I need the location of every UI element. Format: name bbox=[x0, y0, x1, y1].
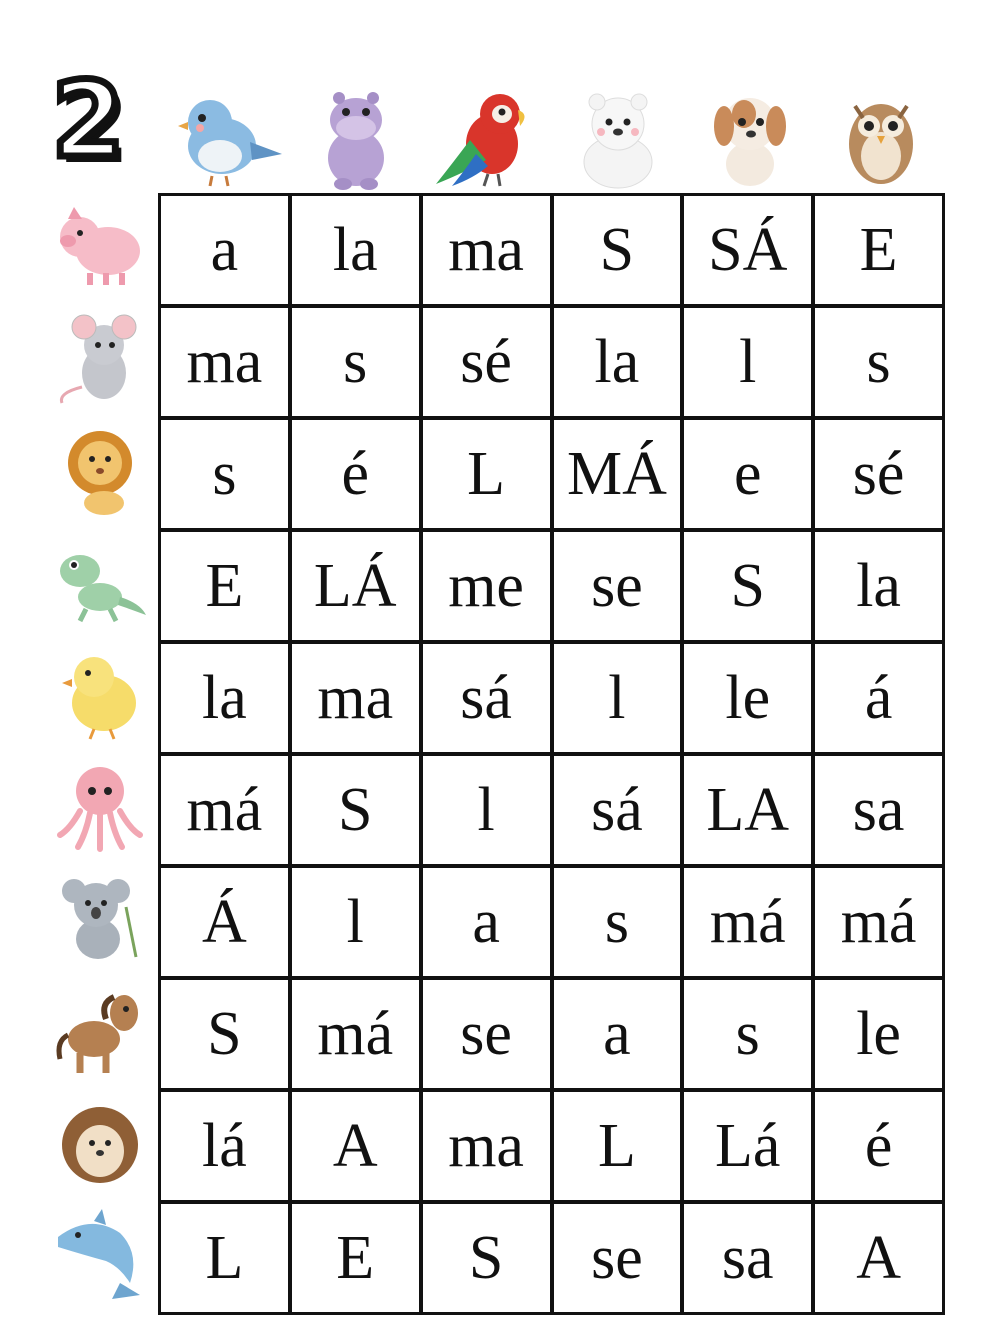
grid-cell: S bbox=[423, 1204, 550, 1312]
grid-cell: sé bbox=[815, 420, 942, 528]
grid-cell: s bbox=[554, 868, 681, 976]
column-animal-header bbox=[160, 84, 945, 192]
grid-cell: sá bbox=[554, 756, 681, 864]
grid-cell: Á bbox=[161, 868, 288, 976]
koala-icon bbox=[50, 867, 150, 967]
grid-cell: le bbox=[815, 980, 942, 1088]
grid-cell: s bbox=[684, 980, 811, 1088]
grid-cell: sa bbox=[684, 1204, 811, 1312]
owl-icon bbox=[815, 84, 945, 192]
grid-cell: má bbox=[292, 980, 419, 1088]
grid-cell: S bbox=[684, 532, 811, 640]
grid-cell: má bbox=[161, 756, 288, 864]
grid-cell: sá bbox=[423, 644, 550, 752]
grid-cell: la bbox=[292, 196, 419, 304]
grid-cell: e bbox=[684, 420, 811, 528]
hedgehog-icon bbox=[50, 1091, 150, 1191]
grid-cell: a bbox=[161, 196, 288, 304]
pig-icon bbox=[50, 195, 150, 295]
grid-cell: E bbox=[161, 532, 288, 640]
grid-cell: má bbox=[815, 868, 942, 976]
grid-cell: s bbox=[292, 308, 419, 416]
chick-icon bbox=[50, 643, 150, 743]
octopus-icon bbox=[50, 755, 150, 855]
grid-cell: se bbox=[554, 532, 681, 640]
grid-cell: S bbox=[161, 980, 288, 1088]
grid-cell: SÁ bbox=[684, 196, 811, 304]
grid-cell: la bbox=[815, 532, 942, 640]
grid-cell: l bbox=[684, 308, 811, 416]
parrot-icon bbox=[422, 84, 552, 192]
grid-cell: l bbox=[554, 644, 681, 752]
puppy-icon bbox=[684, 84, 814, 192]
grid-cell: se bbox=[423, 980, 550, 1088]
hippo-icon bbox=[291, 84, 421, 192]
grid-cell: l bbox=[292, 868, 419, 976]
syllable-grid bbox=[158, 193, 945, 1315]
grid-cell: se bbox=[554, 1204, 681, 1312]
grid-cell: LA bbox=[684, 756, 811, 864]
horse-icon bbox=[50, 979, 150, 1079]
grid-cell: S bbox=[554, 196, 681, 304]
grid-cell: ma bbox=[161, 308, 288, 416]
grid-cell: á bbox=[815, 644, 942, 752]
grid-cell: é bbox=[292, 420, 419, 528]
grid-cell: MÁ bbox=[554, 420, 681, 528]
grid-cell: má bbox=[684, 868, 811, 976]
lion-icon bbox=[50, 419, 150, 519]
grid-cell: la bbox=[554, 308, 681, 416]
grid-cell: S bbox=[292, 756, 419, 864]
grid-cell: s bbox=[815, 308, 942, 416]
grid-cell: LÁ bbox=[292, 532, 419, 640]
grid-cell: me bbox=[423, 532, 550, 640]
grid-cell: E bbox=[292, 1204, 419, 1312]
grid-cell: L bbox=[554, 1092, 681, 1200]
grid-cell: é bbox=[815, 1092, 942, 1200]
grid-cell: la bbox=[161, 644, 288, 752]
grid-cell: le bbox=[684, 644, 811, 752]
grid-cell: s bbox=[161, 420, 288, 528]
grid-cell: ma bbox=[423, 196, 550, 304]
bluebird-icon bbox=[160, 84, 290, 192]
grid-cell: ma bbox=[423, 1092, 550, 1200]
grid-cell: L bbox=[423, 420, 550, 528]
grid-cell: a bbox=[423, 868, 550, 976]
grid-cell: A bbox=[815, 1204, 942, 1312]
grid-cell: E bbox=[815, 196, 942, 304]
grid-cell: A bbox=[292, 1092, 419, 1200]
dolphin-icon bbox=[50, 1203, 150, 1303]
mouse-icon bbox=[50, 307, 150, 407]
grid-cell: sa bbox=[815, 756, 942, 864]
grid-cell: ma bbox=[292, 644, 419, 752]
lizard-icon bbox=[50, 531, 150, 631]
grid-cell: L bbox=[161, 1204, 288, 1312]
grid-cell: Lá bbox=[684, 1092, 811, 1200]
polar-bear-icon bbox=[553, 84, 683, 192]
grid-cell: l bbox=[423, 756, 550, 864]
grid-cell: lá bbox=[161, 1092, 288, 1200]
grid-cell: sé bbox=[423, 308, 550, 416]
page-number: 2 bbox=[52, 59, 125, 181]
grid-cell: a bbox=[554, 980, 681, 1088]
